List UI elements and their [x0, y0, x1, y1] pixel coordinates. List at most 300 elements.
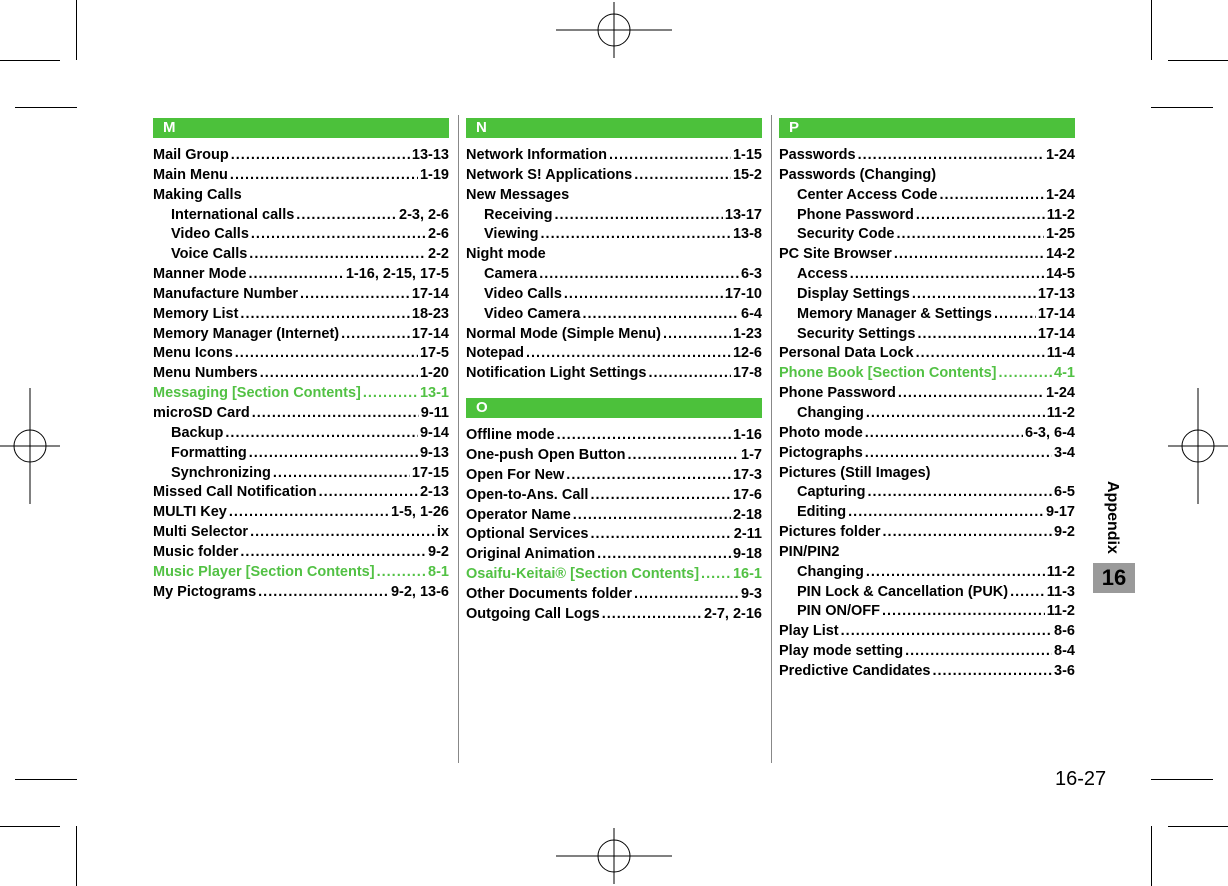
entry-label: Phone Book [Section Contents] — [779, 365, 997, 382]
index-entry — [466, 466, 762, 486]
entry-label: Making Calls — [153, 186, 242, 203]
crop-mark — [1151, 779, 1213, 780]
dot-leader — [627, 446, 739, 466]
index-entry — [779, 206, 1075, 226]
entry-page: 3-4 — [1054, 444, 1075, 461]
column-divider — [458, 115, 459, 763]
entry-label: Camera — [484, 266, 538, 283]
entry-page: 17-14 — [411, 325, 449, 342]
index-entry — [779, 285, 1075, 305]
crop-mark — [0, 60, 60, 61]
index-entry — [466, 225, 762, 245]
index-entry[interactable] — [153, 563, 449, 583]
dot-leader — [582, 305, 739, 325]
entry-page: 2-2 — [428, 246, 449, 263]
index-entry — [153, 424, 449, 444]
entry-page: 17-14 — [1037, 305, 1075, 322]
index-entry — [153, 503, 449, 523]
dot-leader — [850, 265, 1044, 285]
entry-label: Personal Data Lock — [779, 345, 914, 362]
index-entry — [466, 186, 762, 206]
entry-page: 2-6 — [428, 226, 449, 243]
index-entry — [153, 265, 449, 285]
entry-page: 9-2, 13-6 — [390, 583, 449, 600]
entry-label: Notification Light Settings — [466, 365, 647, 382]
index-entry — [466, 285, 762, 305]
entry-label: Mail Group — [153, 147, 229, 163]
dot-leader — [240, 543, 426, 563]
index-entry — [779, 245, 1075, 265]
entry-label: Music Player [Section Contents] — [153, 563, 375, 580]
entry-label: Night mode — [466, 246, 546, 263]
entry-page: 17-8 — [732, 365, 762, 382]
index-entry — [779, 404, 1075, 424]
entry-page: 13-13 — [411, 147, 449, 163]
entry-page: 11-2 — [1046, 603, 1075, 620]
entry-page: 2-18 — [732, 506, 762, 523]
index-entry — [153, 225, 449, 245]
dot-leader — [905, 642, 1052, 662]
dot-leader — [296, 206, 397, 226]
index-entry — [779, 225, 1075, 245]
dot-leader — [897, 225, 1044, 245]
entry-label: Viewing — [484, 226, 539, 243]
index-entry — [153, 583, 449, 603]
entry-label: Network S! Applications — [466, 166, 633, 183]
registration-mark-top — [556, 2, 672, 58]
entry-label: Manufacture Number — [153, 285, 299, 302]
entry-label: Osaifu-Keitai® [Section Contents] — [466, 566, 700, 583]
index-entry — [466, 426, 762, 446]
entry-label: Memory List — [153, 305, 239, 322]
entry-page: 18-23 — [411, 305, 449, 322]
entry-label: Predictive Candidates — [779, 662, 931, 679]
dot-leader — [252, 404, 419, 424]
dot-leader — [341, 325, 410, 345]
section-header-n: N — [466, 118, 762, 138]
index-column-m — [153, 118, 449, 602]
index-entry — [153, 404, 449, 424]
entry-label: Normal Mode (Simple Menu) — [466, 325, 661, 342]
dot-leader — [866, 404, 1045, 424]
entry-label: Video Camera — [484, 305, 581, 322]
entry-label: Security Settings — [797, 325, 916, 342]
entry-page: 16-1 — [732, 566, 762, 583]
entry-label: Outgoing Call Logs — [466, 605, 600, 622]
dot-leader — [883, 523, 1053, 543]
entry-page: 9-2 — [1054, 524, 1075, 541]
index-entry — [466, 486, 762, 506]
dot-leader — [251, 225, 426, 245]
index-entry — [779, 186, 1075, 206]
entry-page: 2-3, 2-6 — [399, 206, 449, 223]
index-entry — [153, 325, 449, 345]
index-entry — [779, 662, 1075, 682]
chapter-tab: 16 — [1093, 563, 1135, 593]
entry-page: 1-19 — [419, 166, 449, 183]
entry-label: MULTI Key — [153, 504, 227, 521]
entry-page: 17-6 — [732, 486, 762, 503]
index-entry — [466, 245, 762, 265]
entry-page: 2-7, 2-16 — [703, 605, 762, 622]
entry-page: 1-24 — [1045, 147, 1075, 163]
entry-page: 17-10 — [724, 285, 762, 302]
index-entry — [153, 305, 449, 325]
entry-label: Editing — [797, 504, 847, 521]
entry-label: New Messages — [466, 186, 570, 203]
crop-mark — [15, 107, 77, 108]
index-entry — [153, 444, 449, 464]
index-entry — [779, 424, 1075, 444]
entry-label: Center Access Code — [797, 186, 938, 203]
index-entry — [153, 483, 449, 503]
entry-page: 8-1 — [428, 563, 449, 580]
crop-mark — [1151, 826, 1152, 886]
entry-label: Manner Mode — [153, 266, 247, 283]
entry-label: Notepad — [466, 345, 524, 362]
entry-label: Passwords (Changing) — [779, 166, 937, 183]
crop-mark — [76, 0, 77, 60]
index-entry — [466, 206, 762, 226]
dot-leader — [260, 364, 418, 384]
entry-page: 1-7 — [741, 446, 762, 463]
dot-leader — [230, 166, 418, 186]
entry-label: Memory Manager (Internet) — [153, 325, 340, 342]
entry-label: Network Information — [466, 147, 607, 163]
index-entry — [779, 602, 1075, 622]
crop-mark — [1151, 0, 1152, 60]
index-entry — [779, 344, 1075, 364]
entry-label: Access — [797, 266, 848, 283]
index-entry — [466, 446, 762, 466]
entry-label: Backup — [171, 424, 224, 441]
entry-page: 1-20 — [419, 365, 449, 382]
index-entry — [466, 325, 762, 345]
dot-leader — [916, 344, 1045, 364]
entry-label: Capturing — [797, 484, 866, 501]
dot-leader — [865, 424, 1023, 444]
index-entry — [466, 605, 762, 625]
entry-page: 17-13 — [1037, 285, 1075, 302]
entry-label: PIN/PIN2 — [779, 543, 840, 560]
crop-mark — [1168, 826, 1228, 827]
index-entry — [466, 585, 762, 605]
index-entry — [153, 344, 449, 364]
index-entry — [779, 265, 1075, 285]
entry-page: 9-17 — [1045, 504, 1075, 521]
entry-page: 1-16, 2-15, 17-5 — [345, 266, 449, 283]
entry-label: Optional Services — [466, 526, 589, 543]
dot-leader — [917, 325, 1035, 345]
section-header-o: O — [466, 398, 762, 418]
entry-page: 2-11 — [733, 526, 762, 543]
index-entry — [153, 364, 449, 384]
registration-mark-left — [0, 388, 60, 504]
index-entry — [779, 523, 1075, 543]
dot-leader — [882, 602, 1045, 622]
entry-label: microSD Card — [153, 404, 250, 421]
index-column-n — [466, 118, 762, 625]
index-entry — [153, 186, 449, 206]
dot-leader — [541, 225, 731, 245]
entry-label: Phone Password — [797, 206, 914, 223]
index-entry — [779, 503, 1075, 523]
entry-page: 11-2 — [1046, 404, 1075, 421]
dot-leader — [933, 662, 1053, 682]
entry-page: 1-23 — [732, 325, 762, 342]
entry-label: Pictures folder — [779, 524, 881, 541]
entry-list-n — [466, 146, 762, 384]
entry-label: Operator Name — [466, 506, 571, 523]
dot-leader — [912, 285, 1036, 305]
entry-page: 15-2 — [732, 166, 762, 183]
dot-leader — [566, 466, 731, 486]
dot-leader — [248, 265, 343, 285]
entry-label: PIN Lock & Cancellation (PUK) — [797, 583, 1009, 600]
index-entry[interactable] — [153, 384, 449, 404]
dot-leader — [377, 563, 426, 583]
crop-mark — [0, 826, 60, 827]
index-entry — [779, 583, 1075, 603]
entry-label: Video Calls — [171, 226, 249, 243]
entry-label: Voice Calls — [171, 246, 248, 263]
entry-page: 6-3, 6-4 — [1025, 424, 1075, 441]
entry-label: Music folder — [153, 543, 239, 560]
index-entry — [466, 305, 762, 325]
index-entry — [779, 563, 1075, 583]
index-entry — [779, 384, 1075, 404]
entry-page: 11-4 — [1046, 345, 1075, 362]
index-entry — [466, 364, 762, 384]
entry-page: 11-3 — [1046, 583, 1075, 600]
index-entry — [153, 206, 449, 226]
dot-leader — [235, 344, 418, 364]
entry-page: 12-6 — [732, 345, 762, 362]
index-entry — [779, 305, 1075, 325]
entry-page: 1-24 — [1045, 186, 1075, 203]
dot-leader — [591, 525, 732, 545]
index-entry — [779, 543, 1075, 563]
entry-list-o — [466, 426, 762, 624]
entry-label: Synchronizing — [171, 464, 271, 481]
index-entry — [153, 146, 449, 166]
crop-mark — [1168, 60, 1228, 61]
dot-leader — [648, 364, 731, 384]
dot-leader — [590, 486, 731, 506]
dot-leader — [916, 206, 1045, 226]
dot-leader — [249, 444, 418, 464]
index-entry — [779, 622, 1075, 642]
dot-leader — [573, 506, 731, 526]
dot-leader — [557, 426, 731, 446]
entry-page: 17-3 — [732, 466, 762, 483]
entry-page: 17-5 — [419, 345, 449, 362]
index-entry — [779, 642, 1075, 662]
dot-leader — [564, 285, 723, 305]
column-divider — [771, 115, 772, 763]
dot-leader — [526, 344, 731, 364]
dot-leader — [555, 206, 723, 226]
entry-page: 9-2 — [428, 543, 449, 560]
entry-label: One-push Open Button — [466, 446, 626, 463]
dot-leader — [867, 483, 1052, 503]
dot-leader — [250, 523, 435, 543]
dot-leader — [994, 305, 1036, 325]
dot-leader — [240, 305, 409, 325]
index-entry — [779, 325, 1075, 345]
entry-page: 13-8 — [732, 226, 762, 243]
index-entry — [466, 545, 762, 565]
entry-label: Pictographs — [779, 444, 863, 461]
entry-page: 14-5 — [1045, 266, 1075, 283]
entry-page: 11-2 — [1046, 206, 1075, 223]
section-header-p: P — [779, 118, 1075, 138]
entry-list-m — [153, 146, 449, 602]
entry-label: Missed Call Notification — [153, 484, 317, 501]
entry-label: International calls — [171, 206, 295, 223]
entry-page: 14-2 — [1045, 246, 1075, 263]
entry-page: 4-1 — [1054, 365, 1075, 382]
dot-leader — [258, 583, 389, 603]
dot-leader — [249, 245, 426, 265]
entry-page: 17-14 — [411, 285, 449, 302]
entry-page: 1-15 — [732, 147, 762, 163]
entry-label: Phone Password — [779, 385, 896, 402]
page-number: 16-27 — [1055, 768, 1107, 790]
dot-leader — [273, 464, 410, 484]
entry-page: 2-13 — [419, 484, 449, 501]
dot-leader — [602, 605, 702, 625]
entry-page: 9-14 — [419, 424, 449, 441]
index-entry — [153, 245, 449, 265]
dot-leader — [319, 483, 418, 503]
entry-page: 9-13 — [419, 444, 449, 461]
entry-page: 6-3 — [741, 266, 762, 283]
index-entry — [779, 444, 1075, 464]
entry-label: Memory Manager & Settings — [797, 305, 992, 322]
index-entry — [466, 344, 762, 364]
crop-mark — [1151, 107, 1213, 108]
dot-leader — [701, 565, 731, 585]
entry-label: Play List — [779, 623, 839, 640]
entry-page: 11-2 — [1046, 563, 1075, 580]
entry-page: 17-14 — [1037, 325, 1075, 342]
dot-leader — [663, 325, 731, 345]
entry-page: 9-3 — [741, 585, 762, 602]
registration-mark-bottom — [556, 828, 672, 884]
entry-label: Menu Icons — [153, 345, 233, 362]
entry-label: Photo mode — [779, 424, 863, 441]
index-entry — [153, 166, 449, 186]
entry-label: Menu Numbers — [153, 365, 258, 382]
index-entry — [153, 285, 449, 305]
index-entry — [779, 166, 1075, 186]
dot-leader — [539, 265, 739, 285]
entry-label: Changing — [797, 563, 864, 580]
crop-mark — [15, 779, 77, 780]
index-entry — [779, 483, 1075, 503]
entry-label: Open For New — [466, 466, 565, 483]
dot-leader — [894, 245, 1044, 265]
entry-label: Open-to-Ans. Call — [466, 486, 589, 503]
entry-page: 9-11 — [420, 404, 449, 421]
dot-leader — [841, 622, 1052, 642]
registration-mark-right — [1168, 388, 1228, 504]
entry-page: 13-17 — [724, 206, 762, 223]
index-entry — [153, 543, 449, 563]
entry-page: 13-1 — [419, 385, 449, 402]
entry-label: Multi Selector — [153, 524, 249, 541]
entry-page: 3-6 — [1054, 662, 1075, 679]
dot-leader — [634, 166, 731, 186]
entry-page: 8-4 — [1054, 643, 1075, 660]
index-entry — [779, 464, 1075, 484]
dot-leader — [609, 146, 731, 166]
index-entry — [466, 525, 762, 545]
entry-page: 6-4 — [741, 305, 762, 322]
dot-leader — [225, 424, 418, 444]
dot-leader — [231, 146, 410, 166]
appendix-label: Appendix — [1104, 480, 1121, 554]
entry-label: Original Animation — [466, 546, 596, 563]
dot-leader — [300, 285, 410, 305]
entry-page: 6-5 — [1054, 484, 1075, 501]
entry-label: PC Site Browser — [779, 246, 892, 263]
index-entry[interactable] — [466, 565, 762, 585]
entry-label: Passwords — [779, 147, 856, 163]
entry-label: Pictures (Still Images) — [779, 464, 931, 481]
entry-label: Main Menu — [153, 166, 228, 183]
entry-page: ix — [436, 524, 449, 541]
dot-leader — [848, 503, 1044, 523]
index-entry — [466, 265, 762, 285]
entry-label: Video Calls — [484, 285, 562, 302]
entry-label: Security Code — [797, 226, 895, 243]
index-entry — [779, 146, 1075, 166]
entry-label: Offline mode — [466, 427, 555, 444]
dot-leader — [866, 563, 1045, 583]
entry-label: Receiving — [484, 206, 553, 223]
dot-leader — [1010, 583, 1045, 603]
entry-page: 1-16 — [732, 427, 762, 444]
entry-page: 8-6 — [1054, 623, 1075, 640]
entry-label: My Pictograms — [153, 583, 257, 600]
entry-page: 1-5, 1-26 — [390, 504, 449, 521]
crop-mark — [76, 826, 77, 886]
section-header-m: M — [153, 118, 449, 138]
dot-leader — [363, 384, 418, 404]
index-entry — [153, 523, 449, 543]
entry-label: Changing — [797, 404, 864, 421]
index-entry — [466, 506, 762, 526]
entry-page: 1-24 — [1045, 385, 1075, 402]
entry-list-p — [779, 146, 1075, 682]
dot-leader — [634, 585, 739, 605]
dot-leader — [858, 146, 1044, 166]
entry-page: 1-25 — [1045, 226, 1075, 243]
index-entry[interactable] — [779, 364, 1075, 384]
index-entry — [466, 146, 762, 166]
entry-page: 17-15 — [411, 464, 449, 481]
dot-leader — [597, 545, 731, 565]
entry-label: PIN ON/OFF — [797, 603, 880, 620]
dot-leader — [865, 444, 1052, 464]
index-entry — [153, 464, 449, 484]
dot-leader — [940, 186, 1044, 206]
entry-label: Other Documents folder — [466, 585, 632, 602]
dot-leader — [898, 384, 1044, 404]
dot-leader — [229, 503, 389, 523]
